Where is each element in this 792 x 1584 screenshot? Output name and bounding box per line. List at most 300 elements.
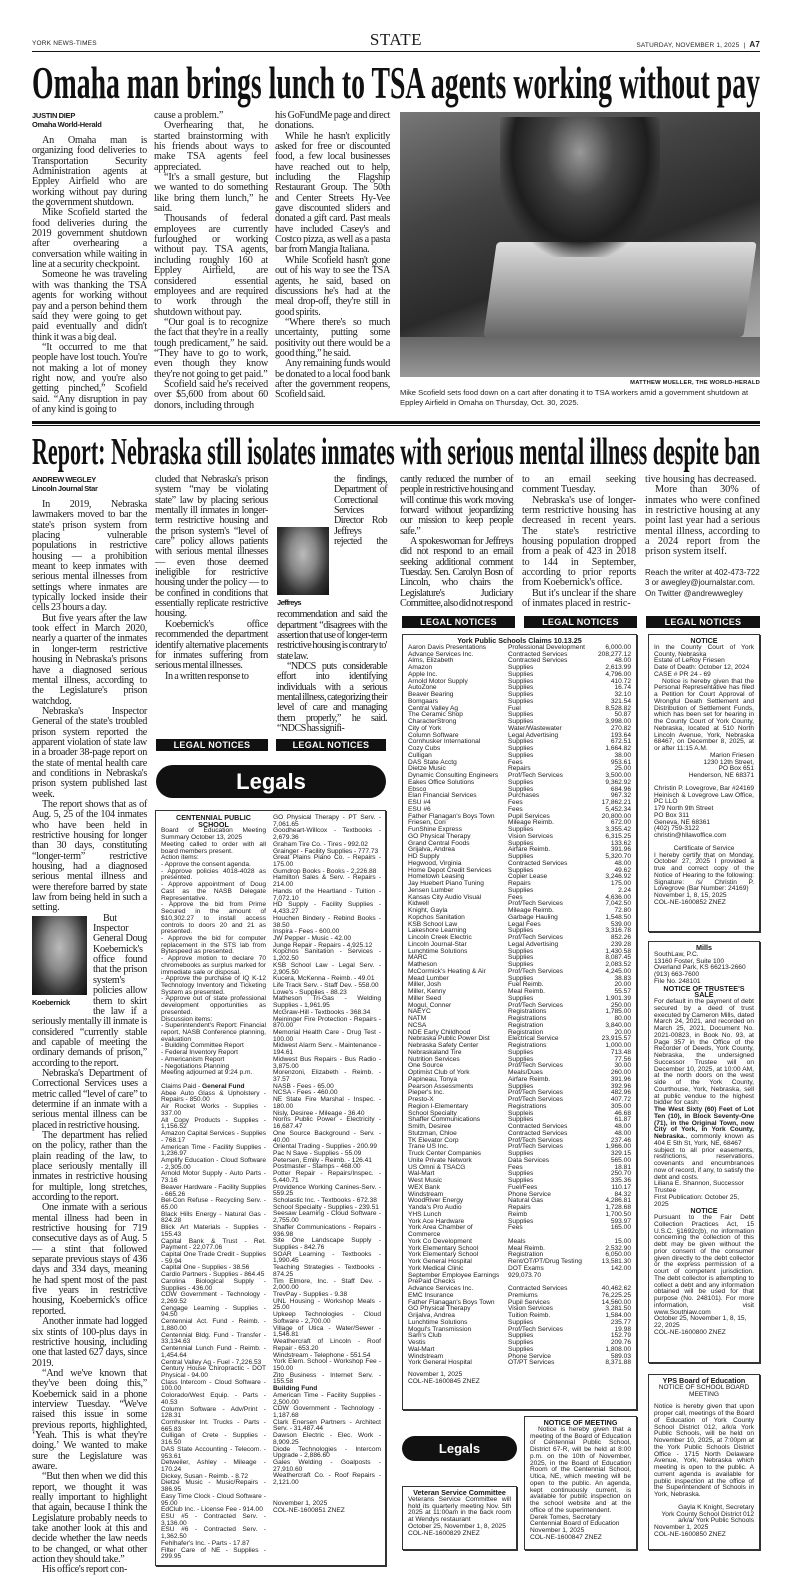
- list-item: Diode Technologies - Intercom Upgrade - 2,886.60: [273, 1445, 381, 1460]
- koebernick-mugshot: [32, 916, 87, 1008]
- list-item: Clark Enersen Partners - Architect Serv. - 31,487.44: [273, 1418, 381, 1433]
- list-item: Class Intercom - Cloud Software - 100.00: [161, 1378, 266, 1393]
- category: Supplies: [508, 1150, 534, 1157]
- amount: 239.28: [610, 940, 631, 948]
- category: Fees: [508, 805, 523, 813]
- list-item: Tim Elmore, Inc. - Staff Dev. - 2,000.00: [273, 1277, 381, 1292]
- notice-subtitle: NOTICE OF SCHOOL BOARD MEETING: [658, 1383, 750, 1398]
- list-item: Gumdrop Books - Books - 2,226.88: [273, 867, 377, 875]
- amount: 2.24: [618, 886, 631, 894]
- amount: 1,785.00: [605, 1008, 631, 1016]
- payee: School Specialty: [408, 1109, 457, 1117]
- category: Fees: [508, 893, 523, 901]
- legal-notices-banner: LEGAL NOTICES: [646, 616, 760, 628]
- payee: York Elementary School: [408, 1244, 479, 1252]
- amount: 208,277.12: [597, 650, 631, 658]
- paragraph: His office's report con-: [42, 1564, 128, 1576]
- koebernick-photo: [32, 916, 87, 995]
- article1-column-2: [154, 111, 268, 411]
- category: Supplies: [508, 1170, 534, 1178]
- list-item: DAS State Accounting - Telecom. - 953.61: [161, 1445, 266, 1460]
- amount: 175.00: [610, 880, 631, 887]
- payee: Miller Seed: [408, 994, 441, 1002]
- paragraph: A spokeswoman for Jeffreys did not respond to an email seeking additional comment Tuesday. Sen. Carolyn Bosn of Lincoln, who chairs the Legislature's Judiciary Committee, also did not respond: [400, 536, 513, 610]
- amount: 305.00: [610, 1102, 631, 1110]
- category: Legal Advertising: [508, 940, 559, 948]
- list-item: Culligan of Crete - Supplies - 316.50: [161, 1432, 266, 1447]
- amount: 80.00: [614, 1015, 631, 1022]
- page-number: A7: [749, 40, 760, 49]
- person-figure: [500, 117, 660, 257]
- amount: 55.57: [614, 988, 631, 995]
- list-item: American Time - Facility Supplies - 2,500.00: [273, 1391, 381, 1406]
- payee: York Medical Clinic: [408, 1264, 464, 1272]
- list-item: Scholastic Inc. - Textbooks - 672.38: [273, 1196, 377, 1204]
- category: Supplies: [508, 1339, 534, 1346]
- payee: Wal-Mart: [408, 1345, 435, 1353]
- paragraph: One inmate with a serious mental illness had been in restrictive housing for 719 consecutive days as of Aug. 5 — a stint that followed separate previous stays of 436 days and 334 days, meaning he had spent most of the past five years in restrictive housing, Koebernick's office reported.: [32, 1202, 147, 1317]
- list-item: Central Valley Ag - Fuel - 7,226.53: [161, 1358, 262, 1366]
- category: Registration: [508, 1021, 544, 1029]
- category: Supplies: [508, 947, 534, 955]
- amount: 4,636.00: [605, 893, 631, 901]
- list-item: Goodheart-Willcox - Textbooks - 2,679.36: [273, 827, 381, 842]
- property-address: , commonly known as 404 E 5th St, York, NE, 68467: [654, 1133, 754, 1147]
- category: Natural Gas: [508, 1197, 544, 1205]
- payee: TK Elevator Corp: [408, 1136, 459, 1144]
- notice-body: Notice is hereby given that upon proper call, meetings of the Board of Education of York County School District 012, a/k/a York Public Schools, will be held on November 10, 2025, at 7:00pm at the York Public Schools District Office - 1715 North Delaware Avenue, York, Nebraska which meeting is open to the public. A current agenda is available for public inspection at the office of the Superintendent of Schools in York, Nebraska.: [654, 1403, 754, 1498]
- fdcpa-title: NOTICE: [690, 1206, 718, 1216]
- payee: Lunchtime Solutions: [408, 947, 468, 955]
- amount: 2,083.52: [605, 961, 631, 968]
- amount: 391.96: [610, 846, 631, 854]
- amount: 8,087.45: [605, 954, 631, 962]
- amount: 1,664.82: [605, 745, 631, 752]
- payee: Region I-Elementary: [408, 1102, 469, 1110]
- category: Supplies: [508, 1116, 534, 1124]
- payee: FunShine Express: [408, 826, 462, 833]
- amount: 18.81: [614, 1163, 631, 1171]
- category: OT/PT Services: [508, 1359, 555, 1367]
- category: Prof/Tech Services: [508, 967, 563, 975]
- payee: Cornhusker International: [408, 738, 481, 746]
- payee: Bomgaars: [408, 697, 439, 705]
- list-item: Matheson Tri-Gas - Welding Supplies - 1,961.95: [273, 995, 381, 1010]
- payee: Elan Financial Services: [408, 792, 477, 800]
- amount: 270.82: [610, 724, 631, 732]
- list-item: - Approve the bid from Prime Secured in the amount of $10,302.27 to install access controls to doors 20 and 21 as presented.: [161, 901, 266, 936]
- trustee-name: Liliana E. Shannon, Successor Trustee: [654, 1180, 744, 1194]
- paragraph: While he hasn't explicitly asked for free or discounted food, a few local businesses have reached out to help, including the Flagship Restaurant Group. The 50th and Center Streets Hy-Vee gave discounted sliders and donated a gift card. Past meals have included Casey's and Costco pizza, as well as a pasta bar from Mangia Italiana.: [275, 130, 390, 256]
- payee: Arnold Motor Supply: [408, 677, 468, 685]
- list-item: School Specialty - Supplies - 239.51: [273, 1203, 379, 1211]
- category: Prof/Tech Services: [508, 1089, 563, 1097]
- payee: Amazon: [408, 664, 433, 671]
- list-item: Zito Business - Internet Serv. - 155.58: [273, 1371, 381, 1386]
- amount: 3,281.50: [605, 1305, 631, 1313]
- amount: 5,452.34: [605, 805, 631, 813]
- list-item: Life Track Serv. - Staff Dev. - 558.00: [273, 981, 379, 989]
- paragraph: The report shows that as of Aug. 5, 25 of the 104 inmates who have been held in restrictive housing for longer than 30 days, constituting “longer-term” restrictive housing, had a diagnosed serious mental illness and were therefore barred by state law from being held in such a setting.: [32, 798, 147, 914]
- category: Prof/Tech Services: [508, 1096, 563, 1103]
- payee: WEX Bank: [408, 1183, 440, 1191]
- paragraph: to an email seeking comment Tuesday.: [522, 474, 636, 496]
- payee: Friesen, Cori: [408, 819, 446, 827]
- amount: 40,462.62: [601, 1285, 631, 1292]
- amount: 565.00: [610, 1156, 631, 1164]
- list-item: Kopchos Sanitation - Services - 1,202.50: [273, 948, 381, 963]
- amount: 250.70: [610, 1170, 631, 1178]
- section-divider: [32, 421, 760, 424]
- category: Supplies: [508, 697, 534, 705]
- list-item: McGraw-Hill - Textbooks - 368.34: [273, 1008, 371, 1016]
- list-item: Colorado/West Equip. - Parts - 40.53: [161, 1392, 266, 1406]
- article2-column-1: [32, 475, 147, 1576]
- category: Repairs: [508, 1204, 531, 1211]
- payee: Beaver Bearing: [408, 691, 454, 698]
- list-item: Capital One Trade Credit - Supplies - 59.94: [161, 1251, 266, 1265]
- notice-title: CENTENNIAL PUBLIC SCHOOL: [176, 813, 251, 829]
- list-item: Village of Utica - Water/Sewer - 1,546.81: [273, 1324, 381, 1339]
- paragraph: Nebraska's Inspector General of the state's troubled prison system reported the apparent violation of state law in a broader 38-page report on the state of mental health care and conditions in Nebraska's prison system published last week.: [32, 705, 147, 800]
- article1-column-3: [275, 111, 390, 401]
- payee: Kopchos Sanitation: [408, 913, 465, 921]
- notice-dates: November 1, 8, 15, 2025: [654, 892, 727, 899]
- list-item: Action items:: [161, 854, 199, 862]
- paragraph: Any remaining funds would be donated to a local food bank after the government reopens, Scofield said.: [275, 358, 390, 401]
- outlet: Omaha World-Herald: [32, 120, 102, 129]
- category: Prof/Tech Services: [508, 1001, 563, 1009]
- payee: Cozy Cubs: [408, 745, 441, 752]
- jeffreys-photo: [277, 527, 329, 595]
- amount: 1,584.00: [605, 1312, 631, 1319]
- amount: 1,808.00: [605, 1345, 631, 1353]
- case-number: CASE # PR 24 - 69: [654, 670, 711, 678]
- paragraph: “Where there's so much uncertainty, putting some positivity out there would be a good thing,” he said.: [275, 316, 390, 359]
- list-item: One Source Background - Serv. - 40.00: [273, 1129, 381, 1144]
- notice-code: COL-NE-1600851 ZNEZ: [273, 1506, 345, 1514]
- amount: 6,315.25: [605, 832, 631, 840]
- representative-address: [654, 753, 754, 780]
- payee: Nebraskaland Tire: [408, 1048, 462, 1056]
- list-item: HD Supply - Facility Supplies - 4,433.27: [273, 901, 381, 916]
- category: Supplies: [508, 778, 534, 786]
- payee: York General Hospital: [408, 1359, 472, 1367]
- category: Supplies: [508, 718, 534, 725]
- category: Contracted Services: [508, 1129, 568, 1137]
- issue-date: SATURDAY, NOVEMBER 1, 2025: [636, 42, 740, 49]
- list-item: Cengage Learning - Supplies - 94.50: [161, 1304, 266, 1319]
- list-item: Shaffer Communications - Repairs - 936.98: [273, 1223, 381, 1238]
- outlet: Lincoln Journal Star: [32, 484, 98, 493]
- payee: Pearson Assessments: [408, 1082, 474, 1090]
- amount: 4,245.00: [605, 967, 631, 975]
- header-rule: [32, 51, 760, 52]
- payee: Father Flanagan's Boys Town: [408, 1298, 495, 1306]
- list-item: - Approve the purchase of IQ K-12 Technology Inventory and Ticketing System as presented.: [161, 975, 266, 996]
- payee: Central Valley Ag: [408, 704, 459, 712]
- list-item: Discussion items:: [161, 1015, 213, 1023]
- amount: 23,915.57: [601, 1035, 631, 1043]
- amount: 193.64: [610, 731, 631, 739]
- amount: 50.87: [614, 711, 631, 719]
- minutes-list: [161, 828, 266, 1077]
- list-item: Air Rocket Works - Supplies - 337.00: [161, 1103, 266, 1117]
- payee: Wal-Mart: [408, 1170, 435, 1178]
- category: Registrations: [508, 1042, 547, 1049]
- payee: Sam's Club: [408, 1332, 442, 1340]
- legal-notices-banner: LEGAL NOTICES: [276, 739, 386, 751]
- notice-dates: October 25, November 1, 8, 2025: [408, 1522, 506, 1530]
- amount: 335.36: [610, 1177, 631, 1184]
- claims-table: [408, 645, 631, 1367]
- category: Prof/Tech Services: [508, 1143, 563, 1151]
- signature-block: [654, 1505, 754, 1525]
- notice-title: NOTICE: [690, 636, 718, 645]
- amount: 593.97: [610, 1217, 631, 1225]
- category: Meal Reimb.: [508, 988, 546, 995]
- category: Fuel/Fees: [508, 1183, 538, 1191]
- estate-notice: [648, 634, 760, 932]
- article2-column-5: [522, 475, 636, 609]
- legal-notices-banner: LEGAL NOTICES: [524, 616, 637, 628]
- payee: City of York: [408, 724, 442, 732]
- payee: EMC Insurance: [408, 1291, 454, 1299]
- category: Supplies: [508, 886, 534, 894]
- notice-code: COL-NE-1600847 ZNEZ: [530, 1533, 602, 1541]
- list-item: Black Hills Energy - Natural Gas - 824.28: [161, 1210, 266, 1225]
- category: Supplies: [508, 745, 534, 752]
- payee: DAS State Acctg: [408, 758, 457, 766]
- list-item: Houchen Bindery - Rebind Books - 38.50: [273, 914, 381, 929]
- category: Copier Lease: [508, 873, 548, 881]
- payee: Shaffer Communications: [408, 1116, 481, 1124]
- paragraph: “It occurred to me that people have lost touch. You're not making a lot of money right now, and you're also getting pinched,” Scofield said. “Any disruption in pay of any kind is going to: [32, 341, 147, 415]
- article-text: [32, 500, 147, 1576]
- category: Supplies: [508, 1055, 534, 1063]
- attorney-address: [654, 786, 754, 840]
- amount: 6,000.00: [605, 643, 631, 651]
- list-item: Amplify Education - Cloud Software - 2,305.00: [161, 1156, 266, 1171]
- payee: Mogul's Transmission: [408, 1325, 472, 1333]
- paragraph: Someone he was traveling with was thanking the TSA agents for working without pay and a person behind them said they were going to get paid eventually and didn't think it was a big deal.: [32, 269, 147, 343]
- list-item: Overland Park, KS 66213-2660: [654, 964, 746, 972]
- notice-code: COL-NE-1600800 ZNEZ: [654, 1328, 726, 1336]
- amount: 46.68: [614, 1109, 631, 1117]
- death-date: Date of Death: October 12, 2024: [654, 664, 750, 671]
- list-item: - Approve appointment of Doug Cast as the NASB Delegate Representative.: [161, 881, 266, 902]
- paragraph: Scofield said he's received over $5,600 from about 60 donors, including through: [154, 378, 268, 411]
- paragraph: cluded that Nebraska's prison system “may be violating state” law by placing serious mentally ill inmates in longer-term restrictive housing and the prison system's “level of care” policy allows patients with serious mental illnesses — even those deemed ineligible for restrictive housing under the policy — to be confined in conditions that essentially replicate restrictive housing.: [155, 474, 268, 620]
- estate-line: Estate of LeRoy Friesen: [654, 657, 725, 665]
- payee: Advance Services Inc.: [408, 650, 474, 658]
- amount: 5,320.70: [605, 853, 631, 860]
- payee: Papineau, Tonya: [408, 1075, 458, 1083]
- list-item: GO Physical Therapy - PT Serv. - 7,061.65: [273, 814, 381, 828]
- amount: 8,371.88: [605, 1359, 631, 1367]
- paragraph: cause a problem.”: [154, 110, 224, 121]
- article-text: [277, 475, 387, 734]
- paragraph: Another inmate had logged six stints of 100-plus days in restrictive housing, including one that lasted 627 days, since 2019.: [32, 1316, 147, 1369]
- payee: GO Physical Therapy: [408, 832, 471, 840]
- amount: 142.00: [610, 1264, 631, 1272]
- list-item: ESU #6 - Contracted Serv. - 1,362.50: [161, 1526, 266, 1541]
- list-item: Great Plains Piano Co. - Repairs - 175.00: [273, 854, 381, 869]
- category: Contracted Services: [508, 650, 568, 658]
- amount: 410.72: [610, 677, 631, 685]
- section-title: STATE: [369, 30, 423, 49]
- payee: Hometown Leasing: [408, 873, 465, 881]
- amount: 3,998.00: [605, 718, 631, 725]
- photo-credit: MATTHEW MUELLER, THE WORLD-HERALD: [630, 380, 760, 386]
- amount: [594, 1273, 631, 1280]
- court-line: In the County Court of York County, Nebraska: [654, 643, 754, 658]
- list-item: Cardio Partners - Supplies - 864.45: [161, 1271, 265, 1279]
- list-item: Meeting adjourned at 9:24 p.m.: [161, 1069, 253, 1077]
- list-item: Arnold Motor Supply - Auto Parts - 73.16: [161, 1170, 266, 1185]
- paragraph: cantly reduced the number of people in restrictive housing and will continue this work moving forward without jeopardizing our mission to keep people safe.”: [400, 474, 513, 537]
- list-item: Nisly, Desiree - Mileage - 36.40: [273, 1109, 365, 1117]
- writer-contact: Reach the writer at 402-473-7223 or awegley@journalstar.com. On Twitter @andrewwegley: [645, 567, 760, 598]
- payee: York Ace Hardware: [408, 1217, 465, 1225]
- category: Electrical Service: [508, 1035, 559, 1043]
- centennial-notice: [155, 810, 386, 1566]
- legals-banner: Legals: [156, 765, 386, 798]
- payee: Apple Inc.: [408, 670, 438, 678]
- list-item: Centennial Act. Fund - Reimb. - 1,880.00: [161, 1318, 266, 1332]
- payee: Advance Services Inc.: [408, 1285, 474, 1292]
- article-text: [400, 475, 513, 609]
- amount: 30.00: [614, 1062, 631, 1070]
- list-item: Board of Education Meeting Summary October 13, 2025: [161, 827, 266, 842]
- payee: Column Software: [408, 731, 459, 739]
- article2-column-2: [155, 475, 268, 682]
- veteran-committee-notice: [402, 1486, 517, 1550]
- list-item: Hamilton Sales & Serv. - Repairs - 214.00: [273, 874, 381, 889]
- amount: 1,700.50: [605, 1210, 631, 1218]
- category: Supplies: [508, 1048, 534, 1056]
- category: 929,073.70: [508, 1271, 542, 1279]
- article-text: [522, 475, 636, 609]
- newspaper-name: YORK NEWS-TIMES: [32, 40, 97, 47]
- payee: Yanda's Pro Audio: [408, 1204, 462, 1211]
- yps-board-notice: [648, 1374, 760, 1550]
- list-item: EdClub Inc. - License Fee - 914.00: [161, 1506, 263, 1514]
- list-item: File No. 248101: [654, 977, 701, 985]
- list-item: Kucera, McKenna - Reimb. - 49.01: [273, 975, 375, 983]
- table-surface: [400, 337, 760, 377]
- payee: Knight, Gayla: [408, 907, 448, 914]
- category: Supplies: [508, 711, 534, 719]
- photo-caption: Mike Scofield sets food down on a cart after donating it to TSA workers amid a government shutdown at Eppley Airfield in Omaha on Thursday, Oct. 30, 2025.: [400, 388, 749, 407]
- scofield-photo: [400, 112, 760, 377]
- article-text: [275, 111, 390, 401]
- paragraph: “Our goal is to recognize the fact that they're in a really tough predicament,” he said. “They have to go to work, even though they know they're not going to get paid.”: [154, 316, 268, 380]
- list-item: CDW Government - Technology - 2,269.52: [161, 1291, 266, 1306]
- category: Pupil Services: [508, 812, 550, 820]
- amount: 61.87: [614, 1116, 631, 1124]
- first-publication: First Publication: October 25, 2025: [654, 1193, 740, 1208]
- payee: ESU #4: [408, 799, 431, 806]
- list-item: Column Software - Adv/Print - 128.31: [161, 1405, 266, 1420]
- byline: [32, 475, 147, 493]
- notice-date: November 1, 2025: [408, 1371, 463, 1378]
- list-item: Centennial Lunch Fund - Reimb. - 1,454.64: [161, 1345, 266, 1359]
- list-item: PO Box 311: [654, 811, 690, 819]
- amount: 2,613.99: [605, 664, 631, 671]
- payee: MARC: [408, 954, 428, 962]
- payee: HD Supply: [408, 853, 440, 860]
- category: Meal Reimb.: [508, 1244, 546, 1252]
- amount: 72.80: [614, 907, 631, 914]
- payee: WoodRiver Energy: [408, 1197, 464, 1205]
- list-item: Midwest Alarm Serv. - Maintenance - 194.61: [273, 1042, 381, 1057]
- category: Prof/Tech Services: [508, 900, 563, 908]
- category: Supplies: [508, 839, 534, 847]
- amount: 38.83: [614, 974, 631, 982]
- category: Garbage Hauling: [508, 913, 558, 921]
- amount: 672.00: [610, 819, 631, 827]
- list-item: christin@hllawoffice.com: [654, 832, 727, 839]
- notice-code: COL-NE-1600829 ZNEZ: [408, 1529, 480, 1537]
- payee: York Co Development: [408, 1237, 472, 1245]
- list-item: Meininger Fire Protection - Repairs - 870.00: [273, 1015, 381, 1030]
- list-item: Detweiler, Ashley - Mileage - 170.24: [161, 1459, 266, 1473]
- payee: Trane US Inc.: [408, 1143, 449, 1151]
- list-item: Potter Repair - Repairs/Inspec. - 5,440.71: [273, 1170, 381, 1184]
- list-item: KSB School Law - Legal Serv. - 2,905.50: [273, 961, 381, 976]
- notice-title: York Public Schools Claims 10.13.25: [457, 636, 582, 645]
- payee: Dietze Music: [408, 765, 446, 773]
- category: Contracted Services: [508, 859, 568, 867]
- notice-title: YPS Board of Education: [662, 1376, 746, 1385]
- list-item: SOAR Learning - Textbooks - 1,990.45: [273, 1250, 381, 1265]
- notice-code: COL-NE-1600852 ZNEZ: [654, 898, 726, 906]
- payee: Jensen Lumber: [408, 886, 454, 894]
- list-item: Petersen, Emily - Reimb. - 126.41: [273, 1156, 372, 1164]
- list-item: Seesaw Learning - Cloud Software - 2,755.00: [273, 1210, 381, 1225]
- list-item: - Approve the bid for computer replacement in the STS lab from Bytespeed as presented.: [161, 934, 266, 956]
- legal-notices-banner: LEGAL NOTICES: [156, 739, 268, 751]
- centennial-meeting-notice: [524, 1416, 637, 1550]
- payee: The Ceramic Shop: [408, 711, 463, 719]
- category: Airfare Reimb.: [508, 846, 551, 854]
- category: Supplies: [508, 866, 534, 874]
- claims-row: [408, 1225, 631, 1239]
- paragraph: “But then when we did this report, we thought it was really important to highlight that again, because I think the Legislature probably needs to take another look at this and decide whether the law needs to be changed, or what other action they should take.”: [32, 1471, 147, 1566]
- list-item: a/k/a/ York Public Schools: [678, 1517, 754, 1525]
- list-item: Marion Friesen: [710, 751, 754, 759]
- category: Supplies: [508, 738, 534, 746]
- category: Registrations: [508, 1102, 547, 1110]
- amount: 48.00: [614, 657, 631, 665]
- law-firm-address: [654, 952, 754, 986]
- amount: 237.46: [610, 1136, 631, 1144]
- list-item: Amazon Capital Services - Supplies - 768.17: [161, 1130, 266, 1144]
- notice-title: Mills: [696, 943, 712, 952]
- amount: 165.00: [610, 1224, 631, 1232]
- category: Data Services: [508, 1156, 550, 1164]
- list-item: Christin P. Lovegrove, Bar #24169 Heinisch & Lovegrove Law Office, PC LLO: [654, 784, 754, 806]
- payee: Lincoln Journal-Star: [408, 940, 467, 948]
- list-item: - Negotiations Planning: [161, 1062, 230, 1070]
- category: Prof/Tech Services: [508, 1136, 563, 1144]
- article-text: [154, 111, 268, 411]
- category: Supplies: [508, 927, 534, 935]
- payee: Unite Private Network: [408, 1156, 472, 1164]
- list-item: Pac N Save - Supplies - 55.09: [273, 1149, 362, 1157]
- paragraph: The department has relied on the policy, rather than the plain reading of the law, to place seriously mentally ill inmates in restrictive housing for multiple, long stretches, according to the report.: [32, 1129, 147, 1204]
